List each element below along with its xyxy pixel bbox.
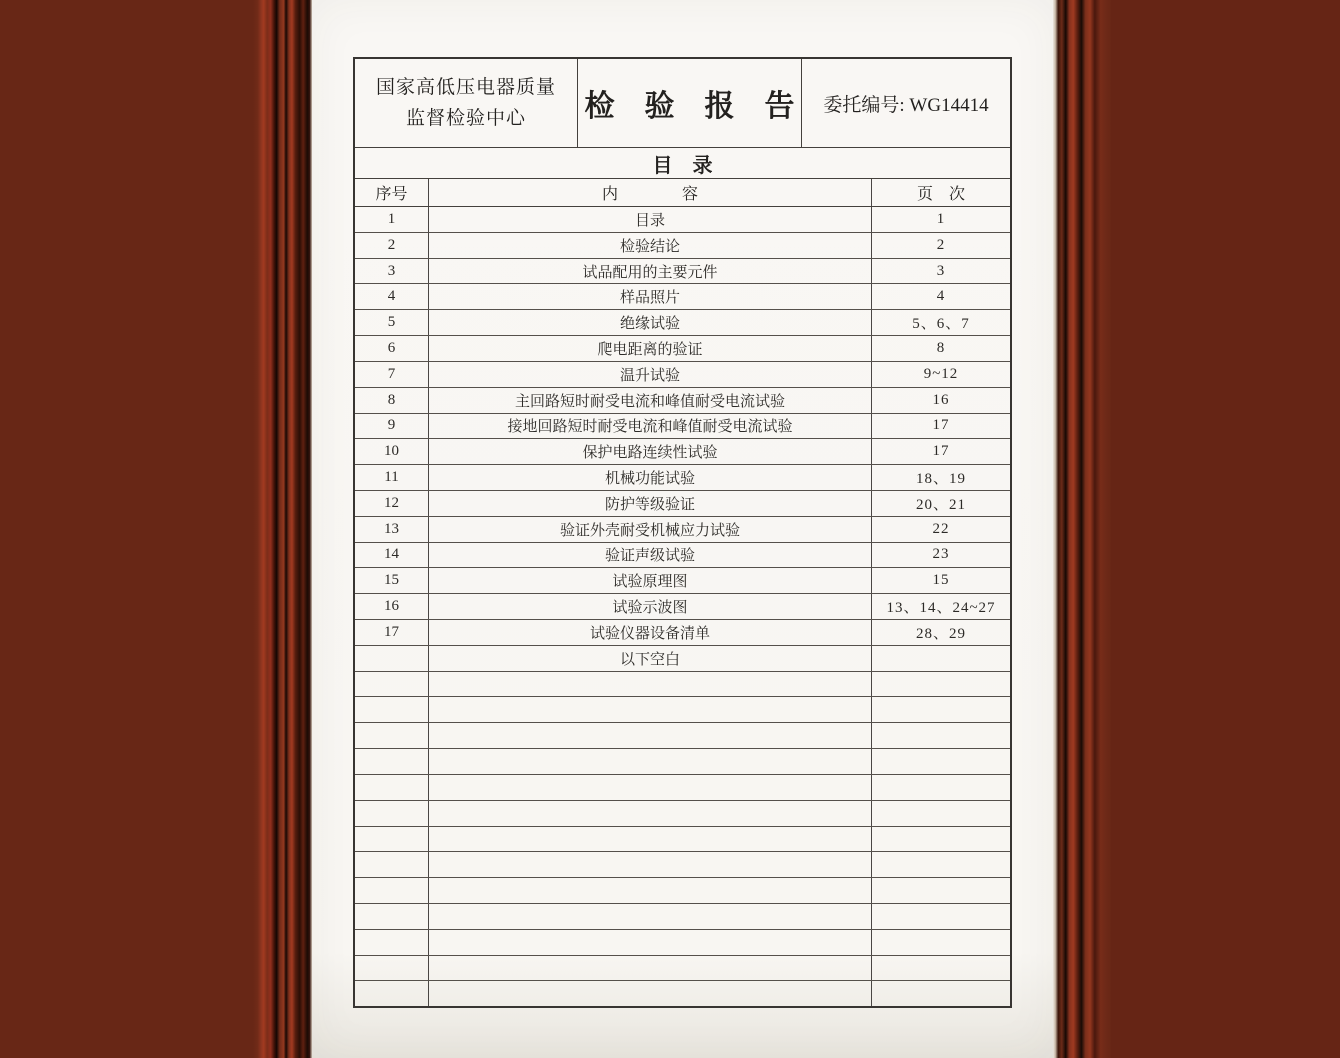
- table-row: [355, 594, 1010, 620]
- table-row: [355, 362, 1010, 388]
- toc-row-page: [872, 723, 1010, 748]
- toc-row-page: 3: [936, 262, 946, 279]
- toc-row-page: [872, 878, 1010, 903]
- table-row: [355, 620, 1010, 646]
- report-header-band: [355, 59, 1010, 148]
- toc-row-content: 爬电距离的验证: [429, 336, 872, 361]
- toc-row-no: [355, 981, 429, 1006]
- frame-left-edge-streaks: [253, 0, 312, 1058]
- toc-row-content: [429, 672, 872, 697]
- toc-row-content: 检验结论: [429, 233, 872, 258]
- toc-row-no: [355, 930, 429, 955]
- toc-row-page: 17: [932, 417, 950, 434]
- toc-row-content: 保护电路连续性试验: [429, 439, 872, 464]
- table-row: [355, 827, 1010, 853]
- toc-row-no: [355, 775, 429, 800]
- toc-row-page: 13、14、24~27: [886, 600, 996, 617]
- table-row: [355, 775, 1010, 801]
- toc-row-no: 9: [355, 414, 429, 439]
- toc-row-content: 温升试验: [429, 362, 872, 387]
- toc-row-content: 主回路短时耐受电流和峰值耐受电流试验: [429, 388, 872, 413]
- org-name-cell: [355, 59, 578, 147]
- toc-column-headers: [355, 179, 1010, 207]
- toc-row-page: 28、29: [915, 625, 966, 642]
- toc-row-no: 12: [355, 491, 429, 516]
- table-row: [355, 207, 1010, 233]
- table-row: [355, 284, 1010, 310]
- table-row: [355, 336, 1010, 362]
- org-name-line2: 监督检验中心: [405, 108, 526, 129]
- wood-frame-right: [1111, 0, 1340, 1058]
- org-name-line1: 国家高低压电器质量: [375, 76, 556, 98]
- column-header-content: 内 容: [429, 179, 872, 206]
- toc-row-no: 7: [355, 362, 429, 387]
- toc-row-content: [429, 775, 872, 800]
- toc-row-no: [355, 904, 429, 929]
- toc-row-no: 17: [355, 620, 429, 645]
- table-row: [355, 414, 1010, 440]
- toc-rows: [355, 207, 1010, 1006]
- toc-row-page: [872, 672, 1010, 697]
- table-row: [355, 388, 1010, 414]
- toc-row-page: [872, 904, 1010, 929]
- table-row: [355, 543, 1010, 569]
- toc-row-no: 3: [355, 259, 429, 284]
- table-row: [355, 981, 1010, 1006]
- toc-row-no: [355, 723, 429, 748]
- toc-row-no: 8: [355, 388, 429, 413]
- column-header-page: 页 次: [916, 186, 965, 203]
- toc-row-page: 16: [932, 391, 950, 408]
- report-title: 检 验 报 告: [578, 59, 802, 147]
- toc-row-content: 以下空白: [429, 646, 872, 671]
- table-row: [355, 439, 1010, 465]
- table-row: [355, 878, 1010, 904]
- toc-row-page: 4: [936, 288, 946, 305]
- toc-row-page: 1: [936, 210, 946, 227]
- toc-row-content: 验证声级试验: [429, 543, 872, 568]
- toc-row-content: [429, 801, 872, 826]
- table-row: [355, 801, 1010, 827]
- table-row: [355, 852, 1010, 878]
- toc-row-page: 8: [936, 339, 946, 356]
- toc-row-no: 13: [355, 517, 429, 542]
- table-row: [355, 465, 1010, 491]
- toc-row-page: 20、21: [915, 496, 966, 513]
- toc-row-no: [355, 801, 429, 826]
- frame-right-edge-streaks: [1053, 0, 1111, 1058]
- toc-row-page: [872, 775, 1010, 800]
- report-page: [312, 0, 1053, 1058]
- toc-row-content: 试验示波图: [429, 594, 872, 619]
- toc-row-page: [872, 930, 1010, 955]
- toc-row-content: [429, 723, 872, 748]
- toc-row-no: [355, 672, 429, 697]
- table-row: [355, 491, 1010, 517]
- toc-row-content: [429, 878, 872, 903]
- toc-row-no: [355, 827, 429, 852]
- toc-row-content: [429, 956, 872, 981]
- table-row: [355, 956, 1010, 982]
- column-header-no: 序号: [355, 179, 429, 206]
- toc-row-content: [429, 930, 872, 955]
- toc-row-no: 14: [355, 543, 429, 568]
- toc-row-content: [429, 749, 872, 774]
- toc-row-page: [872, 981, 1010, 1006]
- toc-row-content: 样品照片: [429, 284, 872, 309]
- toc-row-content: [429, 981, 872, 1006]
- toc-row-page: [872, 827, 1010, 852]
- toc-row-page: 17: [932, 443, 950, 460]
- toc-row-no: 16: [355, 594, 429, 619]
- toc-row-page: [872, 749, 1010, 774]
- toc-row-no: 15: [355, 568, 429, 593]
- toc-row-content: 绝缘试验: [429, 310, 872, 335]
- toc-row-no: 4: [355, 284, 429, 309]
- toc-row-content: [429, 827, 872, 852]
- toc-row-no: [355, 749, 429, 774]
- toc-title: 目 录: [355, 148, 1010, 179]
- toc-row-no: 11: [355, 465, 429, 490]
- table-row: [355, 697, 1010, 723]
- toc-row-no: [355, 852, 429, 877]
- toc-row-content: 验证外壳耐受机械应力试验: [429, 517, 872, 542]
- toc-row-content: 防护等级验证: [429, 491, 872, 516]
- table-row: [355, 646, 1010, 672]
- toc-row-page: [872, 801, 1010, 826]
- toc-row-page: [872, 956, 1010, 981]
- toc-row-page: [872, 852, 1010, 877]
- toc-row-content: 目录: [429, 207, 872, 232]
- table-row: [355, 310, 1010, 336]
- table-row: [355, 233, 1010, 259]
- toc-row-page: 9~12: [923, 365, 959, 382]
- toc-row-page: 22: [932, 520, 950, 537]
- toc-row-no: 10: [355, 439, 429, 464]
- table-row: [355, 672, 1010, 698]
- toc-row-content: 接地回路短时耐受电流和峰值耐受电流试验: [429, 414, 872, 439]
- toc-row-no: [355, 697, 429, 722]
- table-row: [355, 904, 1010, 930]
- table-row: [355, 568, 1010, 594]
- toc-row-page: 23: [932, 546, 950, 563]
- toc-row-page: 18、19: [915, 471, 966, 488]
- toc-row-content: 试验原理图: [429, 568, 872, 593]
- toc-row-content: 试品配用的主要元件: [429, 259, 872, 284]
- toc-row-no: [355, 956, 429, 981]
- toc-row-page: [872, 646, 1010, 671]
- table-row: [355, 930, 1010, 956]
- table-row: [355, 517, 1010, 543]
- toc-row-no: 2: [355, 233, 429, 258]
- toc-row-no: 6: [355, 336, 429, 361]
- table-row: [355, 723, 1010, 749]
- toc-row-page: 2: [936, 236, 946, 253]
- toc-row-no: [355, 646, 429, 671]
- table-row: [355, 749, 1010, 775]
- toc-table: [353, 57, 1012, 1008]
- toc-row-content: 机械功能试验: [429, 465, 872, 490]
- toc-row-content: 试验仪器设备清单: [429, 620, 872, 645]
- toc-row-page: [872, 697, 1010, 722]
- toc-row-no: 1: [355, 207, 429, 232]
- toc-row-content: [429, 904, 872, 929]
- toc-row-no: 5: [355, 310, 429, 335]
- wood-frame-left: [0, 0, 253, 1058]
- toc-row-content: [429, 852, 872, 877]
- toc-row-content: [429, 697, 872, 722]
- toc-row-page: 5、6、7: [912, 316, 970, 333]
- commission-number: 委托编号: WG14414: [823, 94, 989, 116]
- toc-row-no: [355, 878, 429, 903]
- toc-row-page: 15: [932, 572, 950, 589]
- table-row: [355, 259, 1010, 285]
